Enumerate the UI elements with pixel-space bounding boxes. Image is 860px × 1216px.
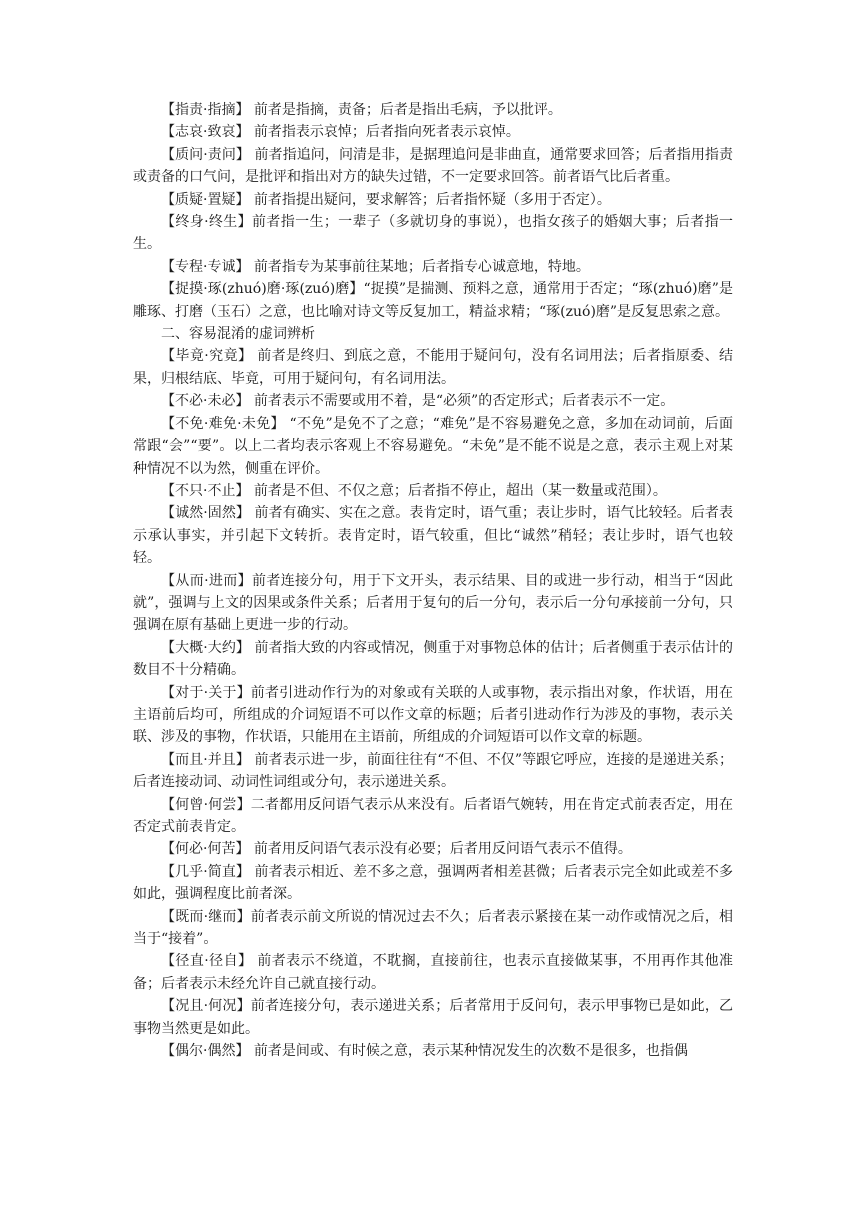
term-entry bbox=[133, 749, 733, 794]
term-entry bbox=[133, 1040, 733, 1062]
term-entry bbox=[133, 682, 733, 749]
term-pair: 【不免·难免·未免】 bbox=[161, 415, 285, 432]
term-definition: 前者指专为某事前往某地；后者指专心诚意地，特地。 bbox=[249, 258, 590, 275]
document-body bbox=[133, 99, 733, 1062]
term-pair: 【径直·径自】 bbox=[161, 953, 253, 970]
term-entry bbox=[133, 345, 733, 390]
term-pair: 【不只·不止】 bbox=[161, 482, 250, 499]
term-pair: 【从而·进而】 bbox=[161, 572, 252, 589]
term-pair: 【几乎·简直】 bbox=[161, 863, 250, 880]
term-entry bbox=[133, 278, 733, 323]
term-entry bbox=[133, 502, 733, 569]
term-entry bbox=[133, 480, 733, 502]
section-heading bbox=[133, 323, 733, 345]
heading-text: 二、容易混淆的虚词辨析 bbox=[161, 326, 315, 343]
term-definition: 二者都用反问语气表示从来没有。后者语气婉转，用在肯定式前表否定，用在否定式前表肯定。 bbox=[133, 796, 734, 835]
term-definition: 前者表示进一步，前面往往有“不但、不仅”等跟它呼应，连接的是递进关系；后者连接动词、动词性词组或分句，表示递进关系。 bbox=[133, 751, 734, 791]
term-definition: 前者指提出疑问，要求解答；后者指怀疑（多用于否定）。 bbox=[249, 191, 611, 208]
term-pair: 【既而·继而】 bbox=[161, 908, 251, 925]
term-entry bbox=[133, 861, 733, 906]
term-entry bbox=[133, 99, 733, 121]
term-pair: 【专程·专诚】 bbox=[161, 258, 250, 275]
term-definition: “不免”是免不了之意；“难免”是不容易避免之意，多加在动词前，后面常跟“会”“要”。以上二者均表示客观上不容易避免。“未免”是不能不说是之意，表示主观上对某种情况不以为然，侧重在评价。 bbox=[133, 415, 733, 477]
term-definition: “捉摸”是揣测、预料之意，通常用于否定；“琢(zhuó)磨”是雕琢、打磨（玉石）之意，也比喻对诗文等反复加工，精益求精；“琢(zuó)磨”是反复思索之意。 bbox=[133, 281, 733, 320]
term-entry bbox=[133, 838, 733, 860]
term-pair: 【质疑·置疑】 bbox=[161, 191, 250, 208]
term-definition: 前者是间或、有时候之意，表示某种情况发生的次数不是很多，也指偶 bbox=[249, 1043, 688, 1060]
term-entry bbox=[133, 211, 733, 256]
term-entry bbox=[133, 144, 733, 189]
term-definition: 前者连接分句，用于下文开头，表示结果、目的或进一步行动，相当于“因此就”，强调与上文的因果或条件关系；后者用于复句的后一分句，表示后一分句承接前一分句，只强调在原有基础上更进一步的行动。 bbox=[133, 572, 733, 634]
term-pair: 【况且·何况】 bbox=[161, 998, 251, 1015]
term-definition: 前者是指摘，责备；后者是指出毛病，予以批评。 bbox=[249, 102, 562, 118]
term-pair: 【何曾·何尝】 bbox=[161, 796, 251, 813]
term-definition: 前者引进动作行为的对象或有关联的人或事物，表示指出对象，作状语，用在主语前后均可，所组成的介词短语不可以作文章的标题；后者引进动作行为涉及的事物，表示关联、涉及的事物，作状语，只能用在主语前，所组成的介词短语可以作文章的标题。 bbox=[133, 684, 734, 746]
term-entry bbox=[133, 189, 733, 211]
term-pair: 【指责·指摘】 bbox=[161, 102, 250, 118]
term-entry bbox=[133, 995, 733, 1040]
term-pair: 【对于·关于】 bbox=[161, 684, 251, 701]
term-definition: 前者是终归、到底之意，不能用于疑问句，没有名词用法；后者指原委、结果，归根结底、毕竟，可用于疑问句，有名词用法。 bbox=[133, 348, 734, 387]
term-entry bbox=[133, 121, 733, 143]
term-definition: 前者有确实、实在之意。表肯定时，语气重；表让步时，语气比较轻。后者表示承认事实，并引起下文转折。表肯定时，语气较重，但比“诚然”稍轻；表让步时，语气也较轻。 bbox=[133, 505, 733, 567]
term-definition: 前者连接分句，表示递进关系；后者常用于反问句，表示甲事物已是如此，乙事物当然更是如此。 bbox=[133, 998, 734, 1037]
term-pair: 【偶尔·偶然】 bbox=[161, 1043, 250, 1060]
term-definition: 前者表示不绕道，不耽搁，直接前往，也表示直接做某事，不用再作其他准备；后者表示未经允许自己就直接行动。 bbox=[133, 953, 734, 992]
term-pair: 【而且·并且】 bbox=[161, 751, 250, 768]
term-entry bbox=[133, 950, 733, 995]
term-entry bbox=[133, 413, 733, 480]
term-definition: 前者是不但、不仅之意；后者指不停止，超出（某一数量或范围）。 bbox=[249, 482, 667, 499]
term-pair: 【何必·何苦】 bbox=[161, 841, 250, 858]
term-entry bbox=[133, 256, 733, 278]
term-pair: 【终身·终生】 bbox=[161, 214, 252, 231]
term-definition: 前者指大致的内容或情况，侧重于对事物总体的估计；后者侧重于表示估计的数目不十分精确。 bbox=[133, 639, 733, 679]
term-pair: 【大概·大约】 bbox=[161, 639, 250, 656]
term-pair: 【捉摸·琢(zhuó)磨·琢(zuó)磨】 bbox=[161, 281, 364, 298]
term-pair: 【毕竟·究竟】 bbox=[161, 348, 253, 365]
term-entry bbox=[133, 794, 733, 839]
term-entry bbox=[133, 637, 733, 682]
term-pair: 【不必·未必】 bbox=[161, 393, 250, 410]
term-definition: 前者表示相近、差不多之意，强调两者相差甚微；后者表示完全如此或差不多如此，强调程度比前者深。 bbox=[133, 863, 733, 903]
term-entry bbox=[133, 390, 733, 412]
term-entry bbox=[133, 906, 733, 951]
term-definition: 前者表示不需要或用不着，是“必须”的否定形式；后者表示不一定。 bbox=[249, 393, 675, 410]
term-definition: 前者指一生；一辈子（多就切身的事说），也指女孩子的婚姻大事；后者指一生。 bbox=[133, 214, 733, 253]
term-pair: 【诚然·固然】 bbox=[161, 505, 250, 522]
term-definition: 前者指表示哀悼；后者指向死者表示哀悼。 bbox=[249, 124, 520, 141]
term-pair: 【志哀·致哀】 bbox=[161, 124, 250, 141]
term-definition: 前者表示前文所说的情况过去不久；后者表示紧接在某一动作或情况之后，相当于“接着”。 bbox=[133, 908, 734, 948]
term-entry bbox=[133, 570, 733, 637]
term-pair: 【质问·责问】 bbox=[161, 146, 250, 163]
term-definition: 前者用反问语气表示没有必要；后者用反问语气表示不值得。 bbox=[249, 841, 632, 858]
term-definition: 前者指追问，问清是非，是据理追问是非曲直，通常要求回答；后者指用指责或责备的口气问，是批评和指出对方的缺失过错，不一定要求回答。前者语气比后者重。 bbox=[133, 146, 733, 186]
